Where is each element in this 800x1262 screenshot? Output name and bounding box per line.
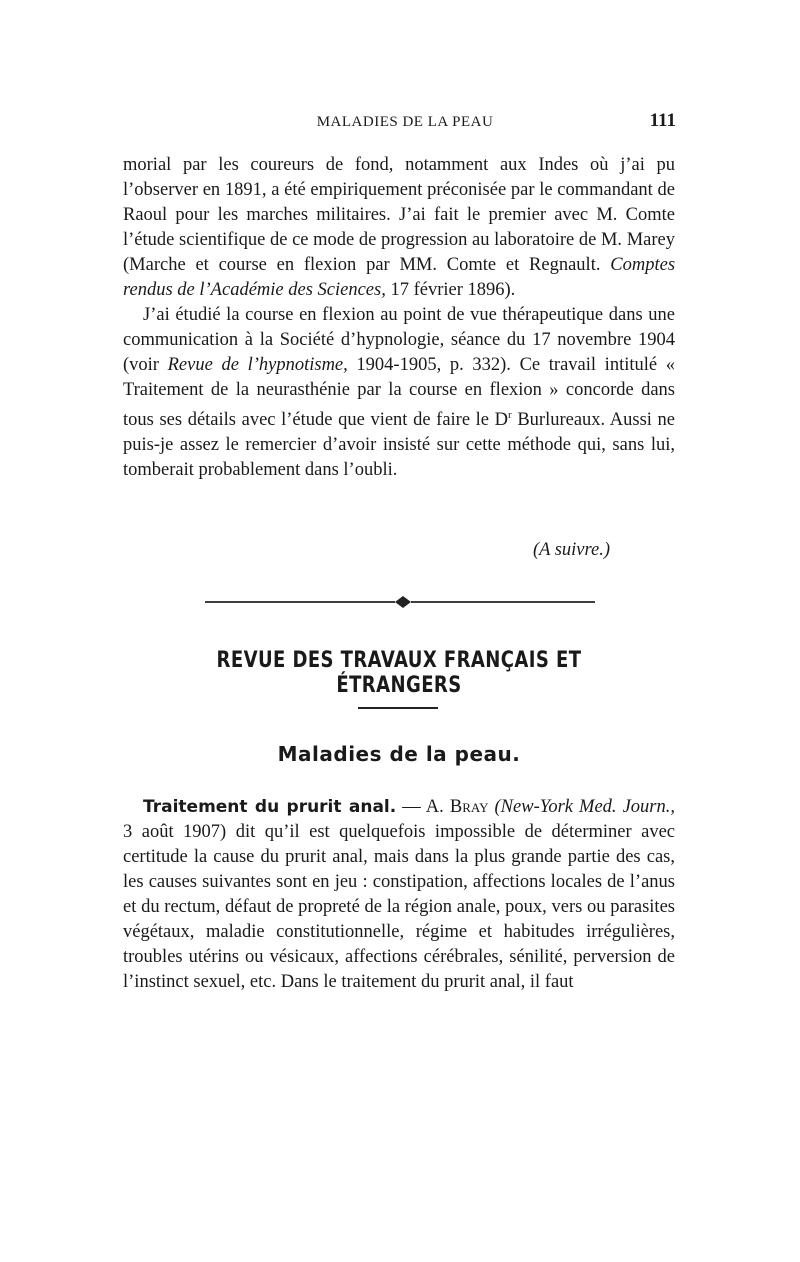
subsection-title: Maladies de la peau. bbox=[277, 742, 521, 766]
article-dash: — A. bbox=[402, 797, 444, 817]
paragraph-2-mid: 1904-1905, p. 332). Ce travail intitulé « Traitement de la neurasthénie par la course en flexion » concorde dans tous ses détails avec l’étude que vient de faire le D bbox=[123, 355, 675, 431]
article-author: Bray bbox=[449, 797, 489, 817]
doctor-superscript: r bbox=[508, 409, 512, 421]
paragraph-2-end: Burlureaux. Aussi ne puis-je assez le remercier d’avoir insisté sur cette méthode qui, sans lui, tomberait probablement dans l’oubli. bbox=[123, 410, 676, 481]
title-rule bbox=[358, 707, 438, 709]
page-number: 111 bbox=[649, 110, 676, 131]
paragraph-1 bbox=[123, 153, 675, 303]
paragraph-1-end: 17 février 1896). bbox=[390, 280, 516, 300]
to-be-continued: (A suivre.) bbox=[532, 540, 610, 560]
article-paragraph bbox=[123, 795, 675, 995]
article-journal: (New-York Med. Journ., bbox=[494, 797, 676, 817]
article-text: 3 août 1907) dit qu’il est quelquefois impossible de déterminer avec certitude la cause du prurit anal, mais dans la plus grande partie des cas, les causes suivantes sont en jeu : constipation, affections locales de l’anus et du rectum, défaut de propreté de la région anale, poux, vers ou parasites végétaux, maladie constitutionnelle, régime et habitudes irrégulières, troubles utérins ou vésicaux, affections cérébrales, sénilité, perversion de l’instinct sexuel, etc. Dans le traitement du prurit anal, il faut bbox=[123, 822, 675, 992]
section-divider-ornament bbox=[200, 594, 600, 610]
citation-revue-hypnotisme: Revue de l’hypnotisme, bbox=[167, 355, 348, 375]
paragraph-2-start: J’ai étudié la course en flexion au point de vue thérapeutique dans une communication à la Société d’hypnologie, séance du 17 novembre 1904 (voir bbox=[123, 305, 675, 375]
citation-comptes-rendus: Comptes rendus de l’Académie des Sciences, bbox=[123, 255, 676, 300]
review-article bbox=[123, 795, 675, 995]
section-title: REVUE DES TRAVAUX FRANÇAIS ET ÉTRANGERS bbox=[216, 648, 582, 698]
paragraph-1-text: morial par les coureurs de fond, notamment aux Indes où j’ai pu l’observer en 1891, a été empiriquement préconisée par le commandant de Raoul pour les marches militaires. J’ai fait le premier avec M. Comte l’étude scientifique de ce mode de progression au laboratoire de M. Marey (Marche et course en flexion par MM. Comte et Regnault. bbox=[123, 155, 675, 275]
paragraph-2 bbox=[123, 303, 675, 483]
article-title: Traitement du prurit anal. bbox=[143, 797, 397, 817]
continued-article bbox=[123, 153, 675, 483]
running-header: MALADIES DE LA PEAU bbox=[316, 114, 494, 130]
